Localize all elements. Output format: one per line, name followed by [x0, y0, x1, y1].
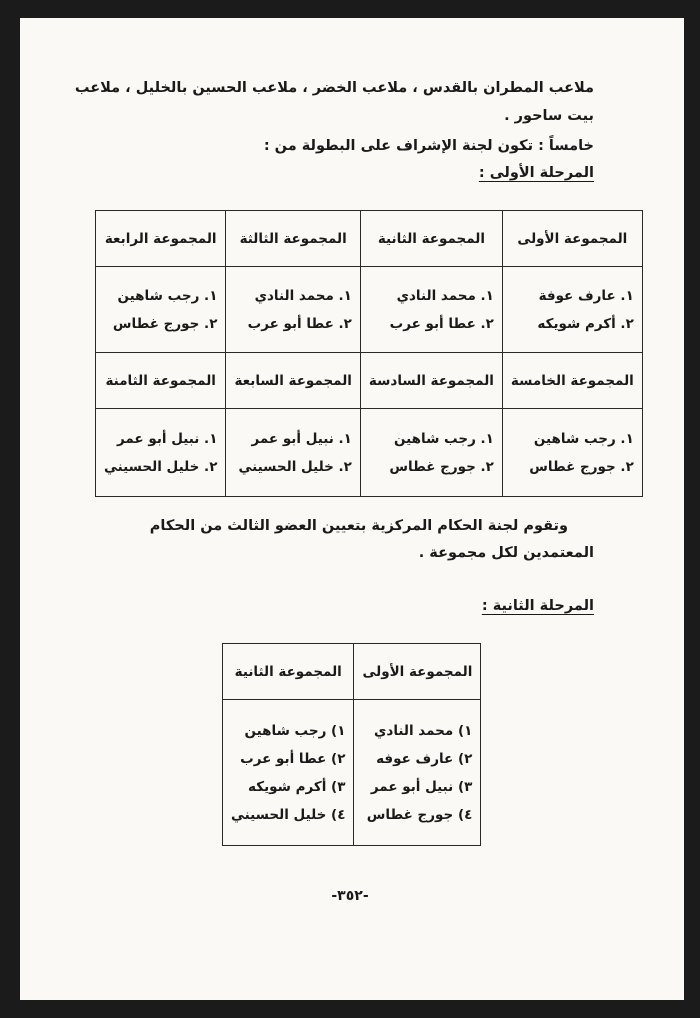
member-name: ١. نبيل أبو عمر [116, 430, 218, 447]
stage2-heading: المرحلة الثانية : [481, 598, 594, 614]
stage2-cell-group-2 [223, 700, 354, 846]
stage1-header-group-6: المجموعة السادسة [360, 353, 502, 409]
stage1-cell-group-4 [96, 267, 226, 353]
stage2-header-row [223, 644, 481, 700]
stage1-header-group-2: المجموعة الثانية [360, 211, 502, 267]
referee-note-line-1: وتقوم لجنة الحكام المركزية بتعيين العضو الثالث من الحكام [149, 518, 568, 534]
member-name: ١. رجب شاهين [533, 430, 634, 447]
fifth-clause-line: خامساً : تكون لجنة الإشراف على البطولة من : [263, 138, 594, 154]
stage1-members-row-1 [96, 267, 643, 353]
stage1-table [95, 210, 643, 497]
stage1-cell-group-2 [360, 267, 502, 353]
stage1-cell-group-3 [226, 267, 360, 353]
member-name: ٢) عارف عوفه [376, 750, 473, 767]
stage1-cell-group-8 [96, 409, 226, 497]
member-name: ١. محمد النادي [254, 287, 352, 304]
member-name: ٣) أكرم شويكه [248, 778, 346, 795]
stage2-header-group-2: المجموعة الثانية [223, 644, 354, 700]
stage1-header-row-2 [96, 353, 643, 409]
member-name: ٢. خليل الحسيني [104, 458, 218, 475]
member-name: ٢. عطا أبو عرب [247, 315, 352, 332]
stage1-header-group-1: المجموعة الأولى [502, 211, 642, 267]
referee-note-line-2: المعتمدين لكل مجموعة . [418, 545, 594, 561]
intro-line-2: بيت ساحور . [504, 108, 594, 124]
intro-line-1: ملاعب المطران بالقدس ، ملاعب الخضر ، ملاعب الحسين بالخليل ، ملاعب [74, 80, 594, 96]
page-number: -٣٥٢- [331, 888, 369, 904]
stage1-cell-group-6 [360, 409, 502, 497]
stage1-cell-group-1 [502, 267, 642, 353]
stage1-header-group-4: المجموعة الرابعة [96, 211, 226, 267]
stage2-cell-group-1 [354, 700, 481, 846]
stage1-members-row-2 [96, 409, 643, 497]
stage1-header-group-8: المجموعة الثامنة [96, 353, 226, 409]
member-name: ٢. جورج غطاس [112, 315, 218, 332]
member-name: ٢. جورج غطاس [389, 458, 494, 475]
member-name: ٢. خليل الحسيني [238, 458, 352, 475]
member-name: ١. عارف عوفة [538, 287, 634, 304]
stage1-header-group-5: المجموعة الخامسة [502, 353, 642, 409]
stage1-header-row-1 [96, 211, 643, 267]
stage1-header-group-3: المجموعة الثالثة [226, 211, 360, 267]
member-name: ٣) نبيل أبو عمر [370, 778, 473, 795]
member-name: ٢) عطا أبو عرب [240, 750, 346, 767]
member-name: ١. رجب شاهين [393, 430, 494, 447]
member-name: ١) محمد النادي [374, 722, 473, 739]
stage1-heading: المرحلة الأولى : [478, 165, 594, 181]
member-name: ٢. جورج غطاس [529, 458, 634, 475]
member-name: ١) رجب شاهين [244, 722, 346, 739]
member-name: ٤) جورج غطاس [366, 806, 473, 823]
stage2-table [222, 643, 481, 846]
member-name: ١. رجب شاهين [117, 287, 218, 304]
member-name: ١. نبيل أبو عمر [251, 430, 352, 447]
member-name: ١. محمد النادي [396, 287, 494, 304]
stage2-header-group-1: المجموعة الأولى [354, 644, 481, 700]
stage2-members-row [223, 700, 481, 846]
member-name: ٢. عطا أبو عرب [389, 315, 494, 332]
stage1-cell-group-7 [226, 409, 360, 497]
member-name: ٢. أكرم شويكه [537, 315, 634, 332]
member-name: ٤) خليل الحسيني [231, 806, 346, 823]
stage1-header-group-7: المجموعة السابعة [226, 353, 360, 409]
stage1-cell-group-5 [502, 409, 642, 497]
